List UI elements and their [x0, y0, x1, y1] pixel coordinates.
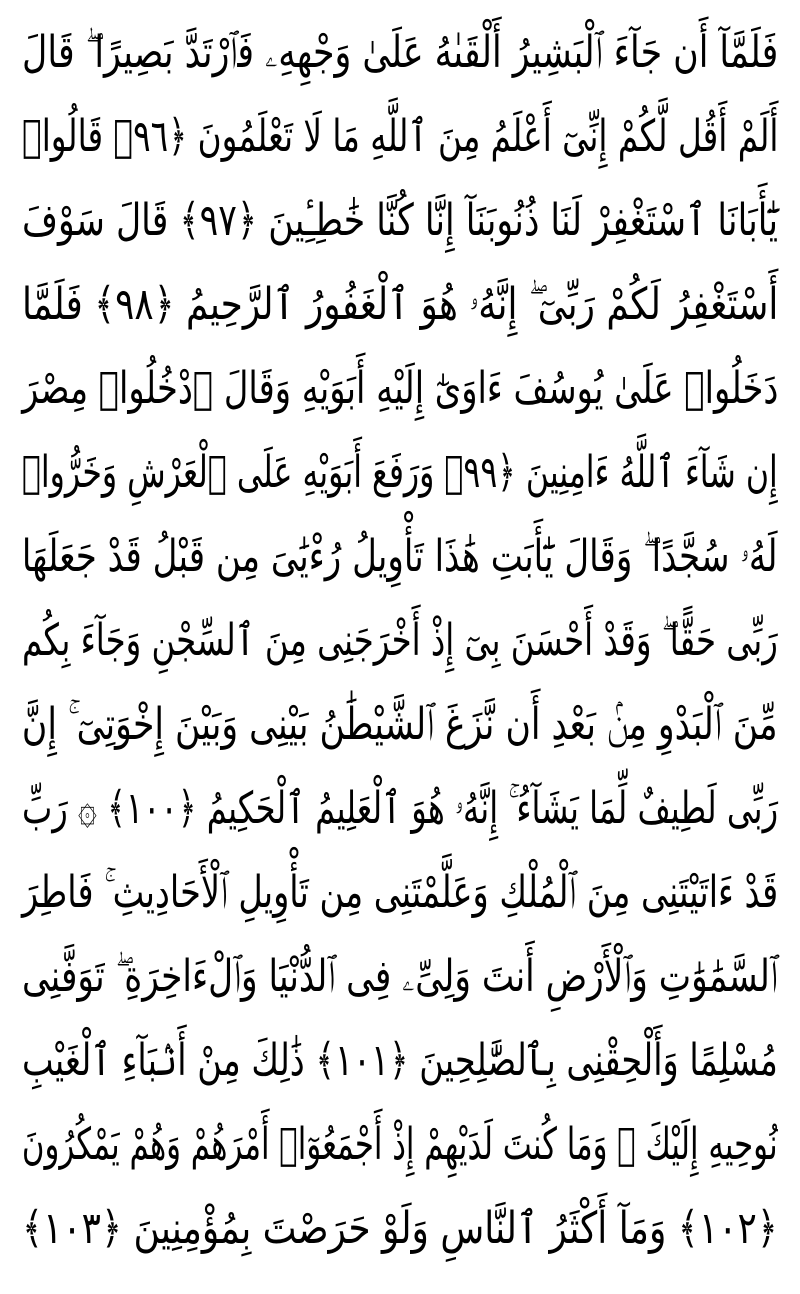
text-line-6	[22, 434, 778, 512]
text-line-4	[22, 266, 778, 344]
line-text: يَٰٓأَبَانَا ٱسْتَغْفِرْ لَنَا ذُنُوبَنَآ إِنَّا كُنَّا خَٰطِـِٔينَ ﴿٩٧﴾ قَالَ سَوْفَ	[21, 195, 778, 246]
mushaf-page	[22, 14, 778, 1280]
text-line-9	[22, 686, 778, 764]
text-line-1	[22, 14, 778, 92]
text-line-13	[22, 1022, 778, 1100]
line-text: نُوحِيهِ إِلَيْكَ ۖ وَمَا كُنتَ لَدَيْهِمْ إِذْ أَجْمَعُوٓا۟ أَمْرَهُمْ وَهُمْ يَمْكُرُونَ	[22, 1119, 778, 1170]
line-text: مِّنَ ٱلْبَدْوِ مِنۢ بَعْدِ أَن نَّزَغَ ٱلشَّيْطَٰنُ بَيْنِى وَبَيْنَ إِخْوَتِىٓ ۚ إِنَّ	[22, 699, 778, 750]
text-line-10	[22, 770, 778, 848]
line-text: رَبِّى حَقًّا ۖ وَقَدْ أَحْسَنَ بِىٓ إِذْ أَخْرَجَنِى مِنَ ٱلسِّجْنِ وَجَآءَ بِكُم	[22, 615, 778, 666]
line-text: ٱلسَّمَٰوَٰتِ وَٱلْأَرْضِ أَنتَ وَلِىِّۦ فِى ٱلدُّنْيَا وَٱلْءَاخِرَةِ ۖ تَوَفَّنِى	[22, 951, 778, 1002]
text-line-14	[22, 1106, 778, 1184]
line-text: مُسْلِمًا وَأَلْحِقْنِى بِٱلصَّٰلِحِينَ ﴿١٠١﴾ ذَٰلِكَ مِنْ أَنۢبَآءِ ٱلْغَيْبِ	[22, 1035, 778, 1086]
text-line-15	[22, 1190, 778, 1268]
line-text: قَدْ ءَاتَيْتَنِى مِنَ ٱلْمُلْكِ وَعَلَّمْتَنِى مِن تَأْوِيلِ ٱلْأَحَادِيثِ ۚ فَاطِرَ	[21, 867, 778, 918]
line-text: أَلَمْ أَقُل لَّكُمْ إِنِّىٓ أَعْلَمُ مِنَ ٱللَّهِ مَا لَا تَعْلَمُونَ ﴿٩٦﴾ قَالُوا۟	[21, 111, 778, 162]
text-line-8	[22, 602, 778, 680]
text-line-5	[22, 350, 778, 428]
line-text: دَخَلُوا۟ عَلَىٰ يُوسُفَ ءَاوَىٰٓ إِلَيْهِ أَبَوَيْهِ وَقَالَ ٱدْخُلُوا۟ مِصْرَ	[21, 363, 778, 414]
line-text: أَسْتَغْفِرُ لَكُمْ رَبِّىٓ ۖ إِنَّهُۥ هُوَ ٱلْغَفُورُ ٱلرَّحِيمُ ﴿٩٨﴾ فَلَمَّا	[21, 279, 778, 330]
line-text: رَبِّى لَطِيفٌ لِّمَا يَشَآءُ ۚ إِنَّهُۥ هُوَ ٱلْعَلِيمُ ٱلْحَكِيمُ ﴿١٠٠﴾ ۞ رَبِّ	[21, 783, 779, 834]
line-text: إِن شَآءَ ٱللَّهُ ءَامِنِينَ ﴿٩٩﴾ وَرَفَعَ أَبَوَيْهِ عَلَى ٱلْعَرْشِ وَخَرُّوا۟	[22, 447, 778, 498]
text-line-3	[22, 182, 778, 260]
line-text: فَلَمَّآ أَن جَآءَ ٱلْبَشِيرُ أَلْقَىٰهُ عَلَىٰ وَجْهِهِۦ فَٱرْتَدَّ بَصِيرًا ۖ قَالَ	[21, 27, 778, 78]
line-text: ﴿١٠٢﴾ وَمَآ أَكْثَرُ ٱلنَّاسِ وَلَوْ حَرَصْتَ بِمُؤْمِنِينَ ﴿١٠٣﴾	[22, 1203, 778, 1254]
text-line-12	[22, 938, 778, 1016]
text-line-11	[22, 854, 778, 932]
text-line-2	[22, 98, 778, 176]
text-line-7	[22, 518, 778, 596]
line-text: لَهُۥ سُجَّدًا ۖ وَقَالَ يَٰٓأَبَتِ هَٰذَا تَأْوِيلُ رُءْيَٰىَ مِن قَبْلُ قَدْ جَعَلَهَا	[22, 531, 778, 582]
